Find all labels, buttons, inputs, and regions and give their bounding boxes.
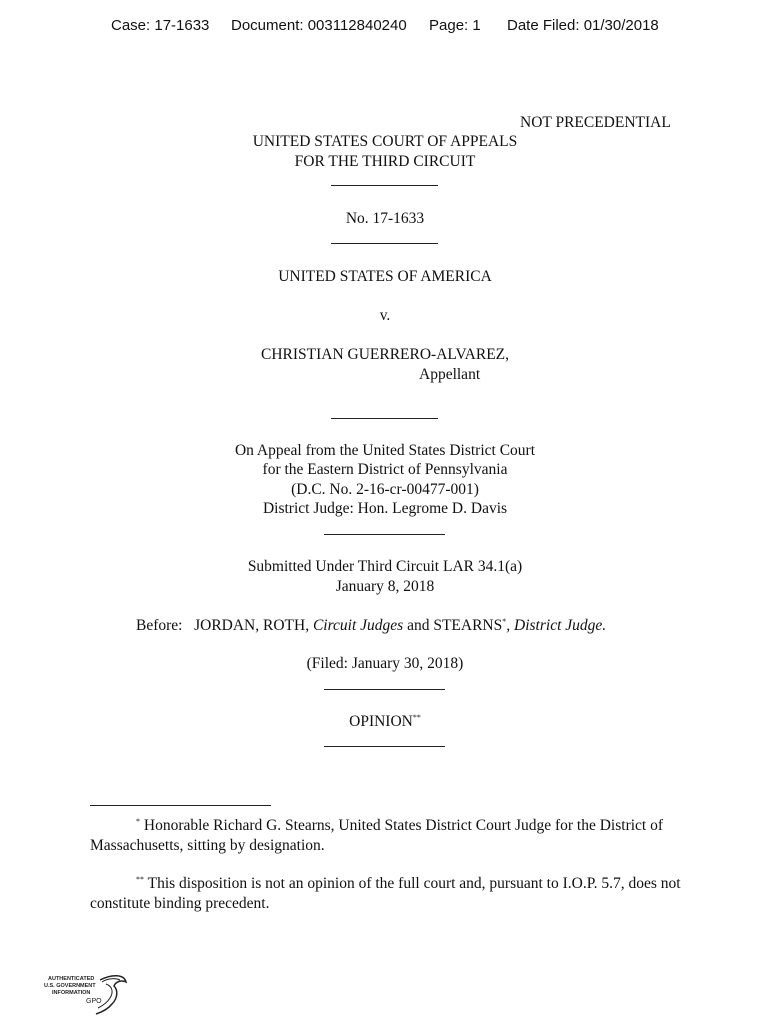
district-judge-title: , District Judge. [506,617,607,634]
district-judge-name: and STEARNS [407,617,503,634]
submission-date: January 8, 2018 [335,578,435,595]
footnote-separator [90,805,271,806]
gpo-authentication-seal [42,972,132,1018]
footnote-1 [90,816,690,856]
case-number: Case: 17-1633 [111,17,210,34]
opinion-heading [0,713,770,731]
separator-rule [324,746,445,747]
footnote-1-mark: * [136,816,140,826]
document-number: Document: 003112840240 [231,17,407,34]
page-number: Page: 1 [429,17,481,34]
submission-line: Submitted Under Third Circuit LAR 34.1(a) [247,558,523,575]
before-label: Before: [136,617,183,634]
defendant-name: CHRISTIAN GUERRERO-ALVAREZ, [260,346,509,363]
separator-rule [331,243,438,244]
court-name-line2: FOR THE THIRD CIRCUIT [294,153,476,170]
footnote-2-text: This disposition is not an opinion of the full court and, pursuant to I.O.P. 5.7, does not constitute binding precedent. [90,875,681,912]
date-filed: Date Filed: 01/30/2018 [507,17,659,34]
district-docket: (D.C. No. 2-16-cr-00477-001) [291,481,479,498]
appeal-origin-line1: On Appeal from the United States District Court [234,442,536,459]
separator-rule [331,418,438,419]
versus: v. [379,307,391,324]
circuit-judges-names: JORDAN, ROTH, [194,617,310,634]
eagle-icon [42,972,132,1018]
footnote-2 [90,874,690,914]
separator-rule [324,689,445,690]
precedential-status: NOT PRECEDENTIAL [520,114,671,131]
seal-line4: GPO [86,998,102,1005]
seal-line2: U.S. GOVERNMENT [44,983,96,989]
plaintiff-name: UNITED STATES OF AMERICA [278,268,492,285]
filed-date: (Filed: January 30, 2018) [306,655,464,672]
panel-line [136,617,606,635]
footnote-ref-1: * [502,616,507,626]
docket-number: No. 17-1633 [345,210,425,227]
seal-line3: INFORMATION [52,990,91,996]
opinion-label: OPINION [349,713,413,730]
appeal-origin-line2: for the Eastern District of Pennsylvania [262,461,508,478]
separator-rule [331,185,438,186]
circuit-judges-title: Circuit Judges [312,617,404,634]
footnote-2-mark: ** [136,874,144,884]
party-role: Appellant [419,366,481,383]
footnote-1-text: Honorable Richard G. Stearns, United States District Court Judge for the District of Massachusetts, sitting by designation. [90,817,664,854]
separator-rule [324,534,445,535]
seal-line1: AUTHENTICATED [48,976,95,982]
district-judge: District Judge: Hon. Legrome D. Davis [262,500,508,517]
court-name-line1: UNITED STATES COURT OF APPEALS [252,133,518,150]
footnote-ref-2: ** [412,712,421,722]
